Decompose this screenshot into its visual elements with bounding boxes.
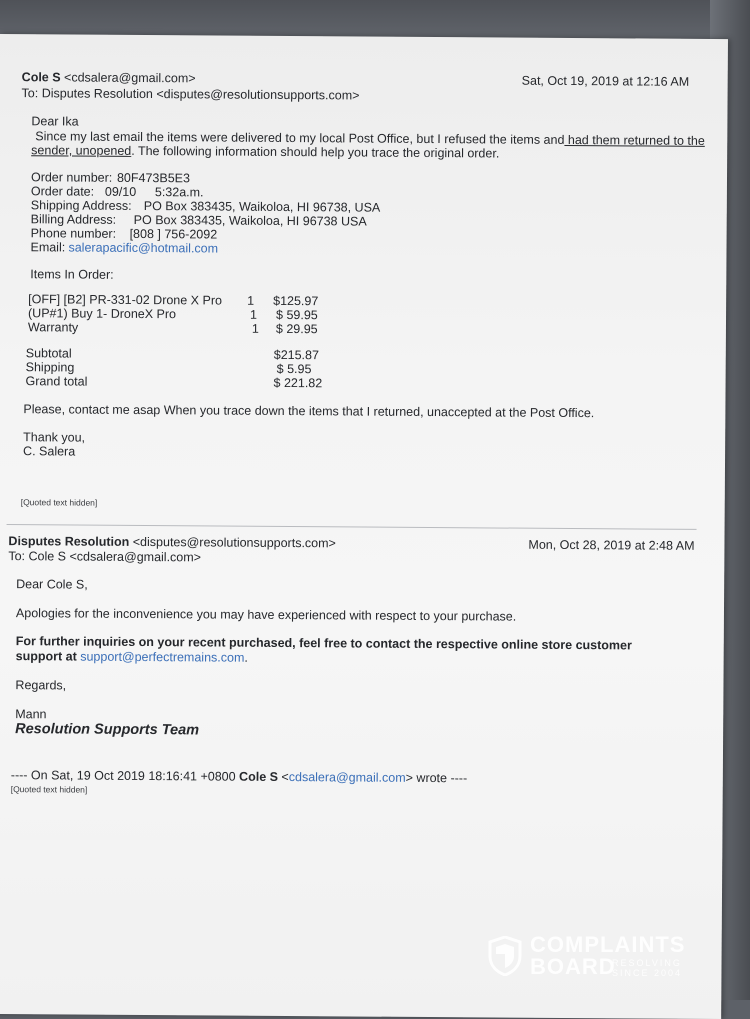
item-price: $ 29.95 — [275, 321, 318, 337]
email2-inquiry-line2-text: support at — [15, 649, 81, 664]
items-heading: Items In Order: — [30, 267, 114, 282]
email2-from — [8, 534, 335, 550]
email2-regards: Regards, — [15, 678, 67, 693]
email1-date: Sat, Oct 19, 2019 at 12:16 AM — [521, 73, 690, 89]
email1-body-line1-underlined: had them returned to the — [564, 132, 705, 148]
email1-quoted-text-hidden[interactable]: [Quoted text hidden] — [20, 497, 98, 508]
watermark-tag2: SINCE 2004 — [612, 968, 683, 978]
customer-email-link[interactable]: salerapacific@hotmail.com — [68, 240, 219, 256]
quote-suffix: > wrote ---- — [405, 770, 468, 786]
phone-value: [808 ] 756-2092 — [129, 226, 218, 242]
email2-apology: Apologies for the inconvenience you may have experienced with respect to your purchase. — [15, 606, 517, 624]
item-price: $125.97 — [273, 293, 319, 309]
printed-email-page — [0, 34, 728, 1019]
thanks: Thank you, — [23, 430, 86, 445]
shipping-cost-label: Shipping — [25, 360, 75, 375]
item-name: (UP#1) Buy 1- DroneX Pro — [28, 306, 177, 322]
quote-email-link[interactable]: cdsalera@gmail.com — [288, 770, 406, 785]
item-name: Warranty — [27, 320, 79, 335]
email2-to: To: Cole S <cdsalera@gmail.com> — [8, 549, 202, 565]
email2-greeting: Dear Cole S, — [16, 577, 88, 592]
watermark-word1: COMPLAINTS — [530, 932, 686, 957]
email2-inquiry-line1: For further inquiries on your recent purchased, feel free to contact the respective online store customer — [15, 634, 632, 653]
grand-total-value: $ 221.82 — [273, 375, 323, 391]
order-date-label: Order date: — [30, 184, 95, 199]
support-email-link[interactable]: support@perfectremains.com — [80, 649, 245, 665]
subtotal-value: $215.87 — [273, 347, 320, 363]
email1-from-name: Cole S — [21, 70, 61, 85]
email2-from-email: <disputes@resolutionsupports.com> — [132, 534, 336, 551]
email1-body-line2-underlined: sender, unopened — [31, 143, 132, 158]
item-qty: 1 — [251, 321, 259, 336]
subtotal-label: Subtotal — [25, 346, 72, 361]
quote-lt: < — [277, 769, 289, 785]
item-qty: 1 — [247, 293, 255, 308]
closing-request: Please, contact me asap When you trace down the items that I returned, unaccepted at the Post Office. — [23, 402, 595, 421]
order-date-value: 09/10 — [104, 184, 137, 199]
quote-prefix: ---- On Sat, 19 Oct 2019 18:16:41 +0800 — [10, 768, 240, 784]
phone-label: Phone number: — [30, 226, 117, 241]
order-time-value: 5:32a.m. — [154, 185, 204, 200]
item-name: [OFF] [B2] PR-331-02 Drone X Pro — [28, 292, 223, 308]
shipping-address-value: PO Box 383435, Waikoloa, HI 96738, USA — [143, 199, 381, 215]
signature: C. Salera — [23, 444, 76, 459]
quote-name: Cole S — [239, 769, 279, 784]
grand-total-label: Grand total — [25, 374, 88, 389]
order-number-label: Order number: — [30, 170, 113, 185]
watermark-word2: BOARD — [530, 954, 616, 979]
complaints-board-watermark — [488, 934, 708, 982]
email1-from-email: <cdsalera@gmail.com> — [64, 70, 196, 86]
email2-date: Mon, Oct 28, 2019 at 2:48 AM — [528, 537, 695, 553]
email2-team: Resolution Supports Team — [15, 721, 200, 739]
watermark-tag1: RESOLVING — [612, 958, 682, 968]
email2-from-name: Disputes Resolution — [8, 534, 130, 549]
email1-from — [22, 70, 196, 85]
email1-body-line2-text: . The following information should help you trace the original order. — [131, 143, 500, 161]
email1-to: To: Disputes Resolution <disputes@resolutionsupports.com> — [21, 86, 360, 103]
email2-inquiry-period: . — [244, 650, 248, 665]
shipping-address-label: Shipping Address: — [30, 198, 132, 213]
email2-inquiry-line2 — [16, 649, 248, 665]
email-separator — [7, 524, 697, 530]
email1-body-line1-text: Since my last email the items were delivered to my local Post Office, but I refused the items and — [35, 129, 565, 147]
billing-address-label: Billing Address: — [30, 212, 117, 227]
email1-body-line2 — [31, 143, 499, 160]
shipping-cost-value: $ 5.95 — [276, 361, 312, 377]
email2-quoted-text-hidden[interactable]: [Quoted text hidden] — [10, 784, 88, 795]
shield-logo-icon — [488, 936, 522, 976]
email-label: Email: — [30, 240, 66, 255]
order-number-value: 80F473B5E3 — [116, 170, 191, 186]
email2-signer: Mann — [15, 707, 47, 722]
email1-greeting: Dear Ika — [31, 114, 79, 129]
item-price: $ 59.95 — [275, 307, 318, 323]
billing-address-value: PO Box 383435, Waikoloa, HI 96738 USA — [133, 212, 367, 229]
email2-quote-header — [11, 768, 467, 785]
item-qty: 1 — [249, 307, 258, 322]
